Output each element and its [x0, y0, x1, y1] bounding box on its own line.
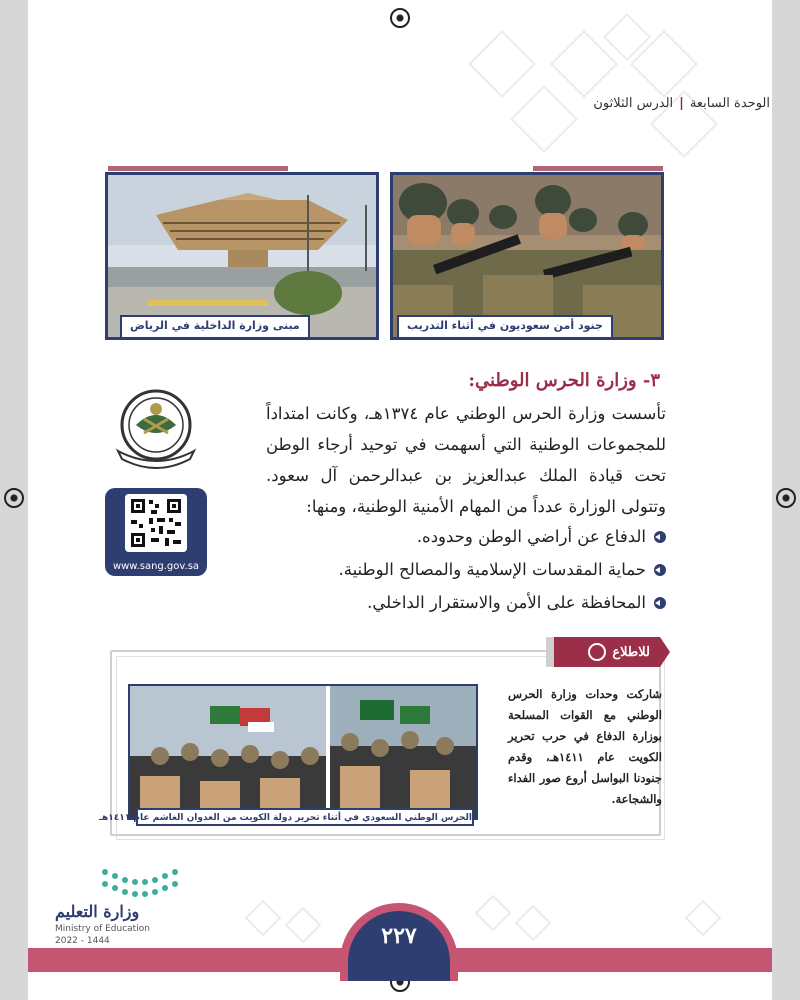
bullet-list [246, 520, 666, 619]
list-item [246, 586, 666, 619]
lesson-label: الدرس الثلاثون [593, 96, 674, 111]
bullet-arrow-icon [654, 531, 666, 543]
registration-mark [776, 488, 796, 508]
ministry-logo-dots-icon [95, 862, 225, 902]
qr-code-icon[interactable] [125, 494, 187, 552]
list-item [246, 553, 666, 586]
kuwait-liberation-illustration [130, 686, 476, 818]
photo-accent-bar [533, 166, 663, 171]
registration-mark [390, 8, 410, 28]
info-tag [554, 637, 660, 667]
ministry-name-arabic: وزارة التعليم [55, 902, 140, 921]
info-tag-label: للاطلاع [612, 644, 650, 660]
ministry-logo [55, 862, 195, 947]
website-link[interactable]: www.sang.gov.sa [112, 561, 200, 572]
list-item [246, 520, 666, 553]
header-separator: | [679, 96, 684, 111]
bullet-text: حماية المقدسات الإسلامية والمصالح الوطنية. [338, 560, 646, 579]
info-text: شاركت وحدات وزارة الحرس الوطني مع القوات المسلحة بوزارة الدفاع في حرب تحرير الكويت عام ١٤١١هـ، وقدم جنودنا البواسل أروع صور الفداء والشجاعة. [508, 687, 663, 806]
qr-code-card[interactable] [105, 488, 207, 576]
unit-label: الوحدة السابعة [689, 96, 770, 111]
bullet-arrow-icon [654, 597, 666, 609]
soldiers-caption: جنود أمن سعوديون في أثناء التدريب [397, 315, 613, 337]
bullet-text: الدفاع عن أراضي الوطن وحدوده. [416, 527, 646, 546]
ministry-building-photo [105, 172, 379, 340]
kuwait-liberation-photos [128, 684, 478, 820]
building-illustration [108, 175, 376, 337]
bullet-text: المحافظة على الأمن والاستقرار الداخلي. [367, 593, 646, 612]
soldiers-photo [390, 172, 664, 340]
edition-year: 2022 - 1444 [55, 936, 110, 946]
photo-accent-bar [108, 166, 288, 171]
section-paragraph: تأسست وزارة الحرس الوطني عام ١٣٧٤هـ، وكانت امتداداً للمجموعات الوطنية التي أسهمت في توحيد أرجاء الوطن تحت قيادة الملك عبدالعزيز بن عبدالرحمن آل سعود. وتتولى الوزارة عدداً من المهام الأمنية الوطنية، ومنها: [266, 404, 666, 516]
soldiers-illustration [393, 175, 661, 337]
ministry-name-english: Ministry of Education [55, 924, 150, 934]
registration-mark [4, 488, 24, 508]
lightbulb-icon [588, 643, 606, 661]
national-guard-emblem-icon [110, 385, 202, 469]
page-header [30, 96, 770, 120]
page-number: ٢٢٧ [348, 911, 450, 981]
bullet-arrow-icon [654, 564, 666, 576]
building-caption: مبنى وزارة الداخلية في الرياض [120, 315, 310, 337]
info-photo-caption: الحرس الوطني السعودي في أثناء تحرير دولة الكويت من العدوان الغاشم عام ١٤١١هـ [136, 808, 474, 826]
section-title: ٣- وزارة الحرس الوطني: [468, 370, 660, 391]
